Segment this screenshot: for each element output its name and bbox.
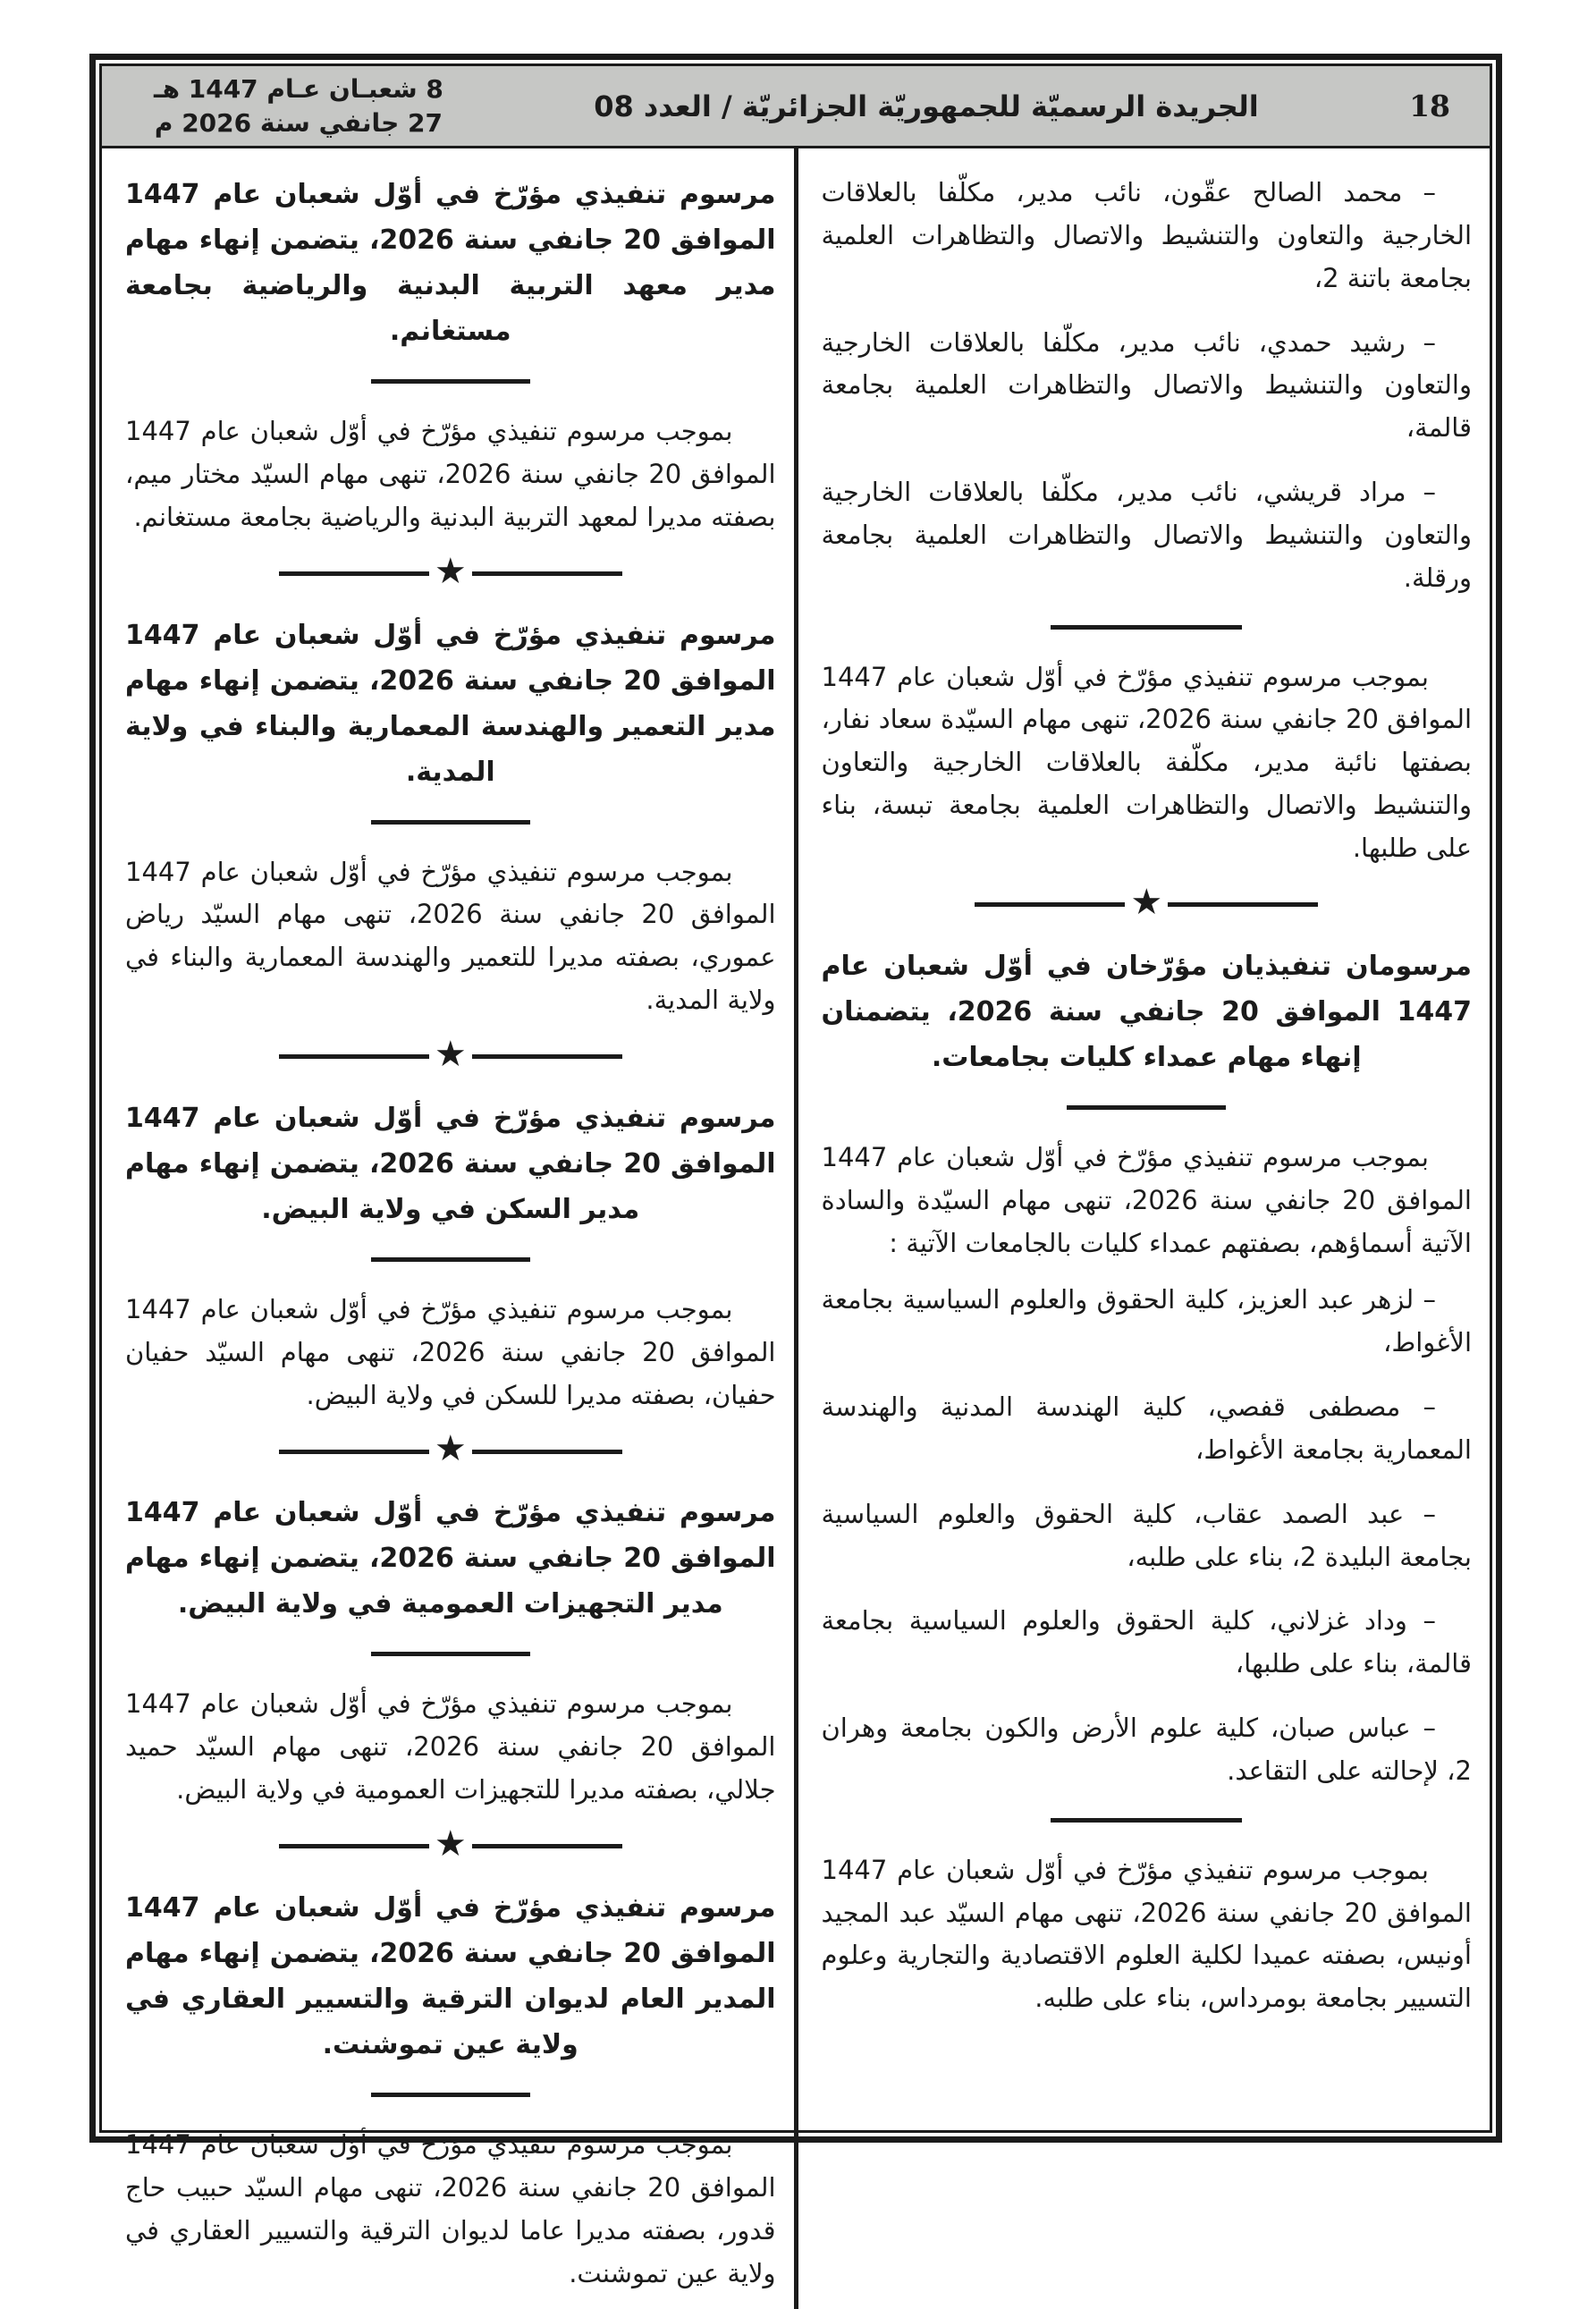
decree-heading: مرسوم تنفيذي مؤرّخ في أوّل شعبان عام 1447 الموافق 20 جانفي سنة 2026، يتضمن إنهاء مهام مدير معهد التربية البدنية والرياضية بجامعة مستغانم. [125, 179, 776, 347]
separator-wing [472, 571, 622, 576]
separator-line [371, 1257, 530, 1262]
star-icon: ★ [1130, 881, 1163, 923]
list-item: – مصطفى قفصي، كلية الهندسة المدنية والهندسة المعمارية بجامعة الأغواط، [821, 1391, 1472, 1465]
decree-heading: مرسوم تنفيذي مؤرّخ في أوّل شعبان عام 1447 الموافق 20 جانفي سنة 2026، يتضمن إنهاء مهام مدير التعمير والهندسة المعمارية والبناء في ولاية المدية. [125, 619, 776, 788]
decree-heading: مرسومان تنفيذيان مؤرّخان في أوّل شعبان عام 1447 الموافق 20 جانفي سنة 2026، يتضمنان إنهاء مهام عمداء كليات بجامعات. [821, 950, 1473, 1073]
separator-line [371, 820, 530, 825]
separator-wing [472, 1450, 622, 1454]
masthead [102, 66, 1490, 148]
page-content [102, 148, 1490, 2309]
separator-wing [279, 571, 429, 576]
separator-star [125, 1033, 776, 1078]
separator-wing [975, 902, 1125, 907]
separator-wing [279, 1450, 429, 1454]
list-item: – وداد غزلاني، كلية الحقوق والعلوم السياسية بجامعة قالمة، بناء على طلبها، [821, 1605, 1472, 1679]
separator-wing [279, 1054, 429, 1059]
separator-star [125, 1428, 776, 1472]
masthead-dates [154, 72, 443, 140]
separator-wing [472, 1844, 622, 1848]
column-divider [794, 148, 798, 2309]
decree-heading: مرسوم تنفيذي مؤرّخ في أوّل شعبان عام 1447 الموافق 20 جانفي سنة 2026، يتضمن إنهاء مهام مدير السكن في ولاية البيض. [125, 1102, 776, 1225]
list-item: – محمد الصالح عقّون، نائب مدير، مكلّفا بالعلاقات الخارجية والتعاون والتنشيط والاتصال والتظاهرات العلمية بجامعة باتنة 2، [821, 177, 1472, 293]
separator-star [125, 1823, 776, 1867]
decree-paragraph: بموجب مرسوم تنفيذي مؤرّخ في أوّل شعبان عام 1447 الموافق 20 جانفي سنة 2026، تنهى مهام السيّد حفيان حفيان، بصفته مديرا للسكن في ولاية البيض. [125, 1293, 776, 1410]
separator-line [371, 379, 530, 384]
separator-star [822, 881, 1473, 926]
list-item: – لزهر عبد العزيز، كلية الحقوق والعلوم السياسية بجامعة الأغواط، [821, 1284, 1472, 1358]
decree-paragraph: بموجب مرسوم تنفيذي مؤرّخ في أوّل شعبان عام 1447 الموافق 20 جانفي سنة 2026، تنهى مهام السيّد مختار ميم، بصفته مديرا لمعهد التربية البدنية والرياضية بجامعة مستغانم. [125, 416, 776, 532]
separator-line [1051, 1818, 1242, 1823]
journal-title: الجريدة الرسميّة للجمهوريّة الجزائريّة / العدد 08 [594, 89, 1259, 123]
column-right [798, 148, 1490, 2309]
list-item: – عبد الصمد عقاب، كلية الحقوق والعلوم السياسية بجامعة البليدة 2، بناء على طلبه، [821, 1498, 1472, 1572]
decree-paragraph: بموجب مرسوم تنفيذي مؤرّخ في أوّل شعبان عام 1447 الموافق 20 جانفي سنة 2026، تنهى مهام السيّد حميد جلالي، بصفته مديرا للتجهيزات العمومية في ولاية البيض. [125, 1688, 776, 1806]
list-item: – مراد قريشي، نائب مدير، مكلّفا بالعلاقات الخارجية والتعاون والتنشيط والاتصال والتظاهرات العلمية بجامعة ورقلة. [821, 477, 1472, 593]
separator-line [1067, 1105, 1226, 1110]
page-frame [89, 54, 1502, 2288]
page-number: 18 [1409, 89, 1450, 123]
decree-paragraph: بموجب مرسوم تنفيذي مؤرّخ في أوّل شعبان عام 1447 الموافق 20 جانفي سنة 2026، تنهى مهام السيّد حبيب حاج قدور، بصفته مديرا عاما لديوان الترقية والتسيير العقاري في ولاية عين تموشنت. [125, 2128, 776, 2288]
separator-star [125, 550, 776, 595]
separator-wing [1168, 902, 1318, 907]
decree-paragraph: بموجب مرسوم تنفيذي مؤرّخ في أوّل شعبان عام 1447 الموافق 20 جانفي سنة 2026، تنهى مهام السيّد رياض عموري، بصفته مديرا للتعمير والهندسة المعمارية والبناء في ولاية المدية. [125, 856, 776, 1016]
list-item: – عباس صبان، كلية علوم الأرض والكون بجامعة وهران 2، لإحالته على التقاعد. [821, 1713, 1472, 1786]
star-icon: ★ [434, 1033, 467, 1075]
column-left [102, 148, 794, 2309]
decree-paragraph: بموجب مرسوم تنفيذي مؤرّخ في أوّل شعبان عام 1447 الموافق 20 جانفي سنة 2026، تنهى مهام السيّدة والسادة الآتية أسماؤهم، بصفتهم عمداء كليات بالجامعات الآتية : [821, 1141, 1472, 1258]
list-item: – رشيد حمدي، نائب مدير، مكلّفا بالعلاقات الخارجية والتعاون والتنشيط والاتصال والتظاهرات العلمية بجامعة قالمة، [821, 326, 1472, 444]
separator-wing [472, 1054, 622, 1059]
star-icon: ★ [434, 1428, 467, 1470]
separator-line [371, 1652, 530, 1656]
decree-paragraph: بموجب مرسوم تنفيذي مؤرّخ في أوّل شعبان عام 1447 الموافق 20 جانفي سنة 2026، تنهى مهام السيّدة سعاد نفار، بصفتها نائبة مدير، مكلّفة بالعلاقات الخارجية والتعاون والتنشيط والاتصال والتظاهرات العلمية بجامعة تبسة، بناء على طلبها. [821, 661, 1472, 863]
separator-line [371, 2093, 530, 2097]
separator-line [1051, 625, 1242, 630]
star-icon: ★ [434, 550, 467, 592]
page-frame-inner [99, 63, 1492, 2288]
star-icon: ★ [434, 1823, 467, 1865]
hijri-date: 8 شعبـان عـام 1447 هـ [154, 73, 443, 104]
gregorian-date: 27 جانفي سنة 2026 م [154, 107, 443, 138]
decree-heading: مرسوم تنفيذي مؤرّخ في أوّل شعبان عام 1447 الموافق 20 جانفي سنة 2026، يتضمن إنهاء مهام مدير التجهيزات العمومية في ولاية البيض. [125, 1497, 776, 1620]
decree-paragraph: بموجب مرسوم تنفيذي مؤرّخ في أوّل شعبان عام 1447 الموافق 20 جانفي سنة 2026، تنهى مهام السيّد عبد المجيد أونيس، بصفته عميدا لكلية العلوم الاقتصادية والتجارية وعلوم التسيير بجامعة بومرداس، بناء على طلبه. [821, 1854, 1472, 2014]
separator-wing [279, 1844, 429, 1848]
decree-heading: مرسوم تنفيذي مؤرّخ في أوّل شعبان عام 1447 الموافق 20 جانفي سنة 2026، يتضمن إنهاء مهام المدير العام لديوان الترقية والتسيير العقاري في ولاية عين تموشنت. [125, 1891, 776, 2060]
